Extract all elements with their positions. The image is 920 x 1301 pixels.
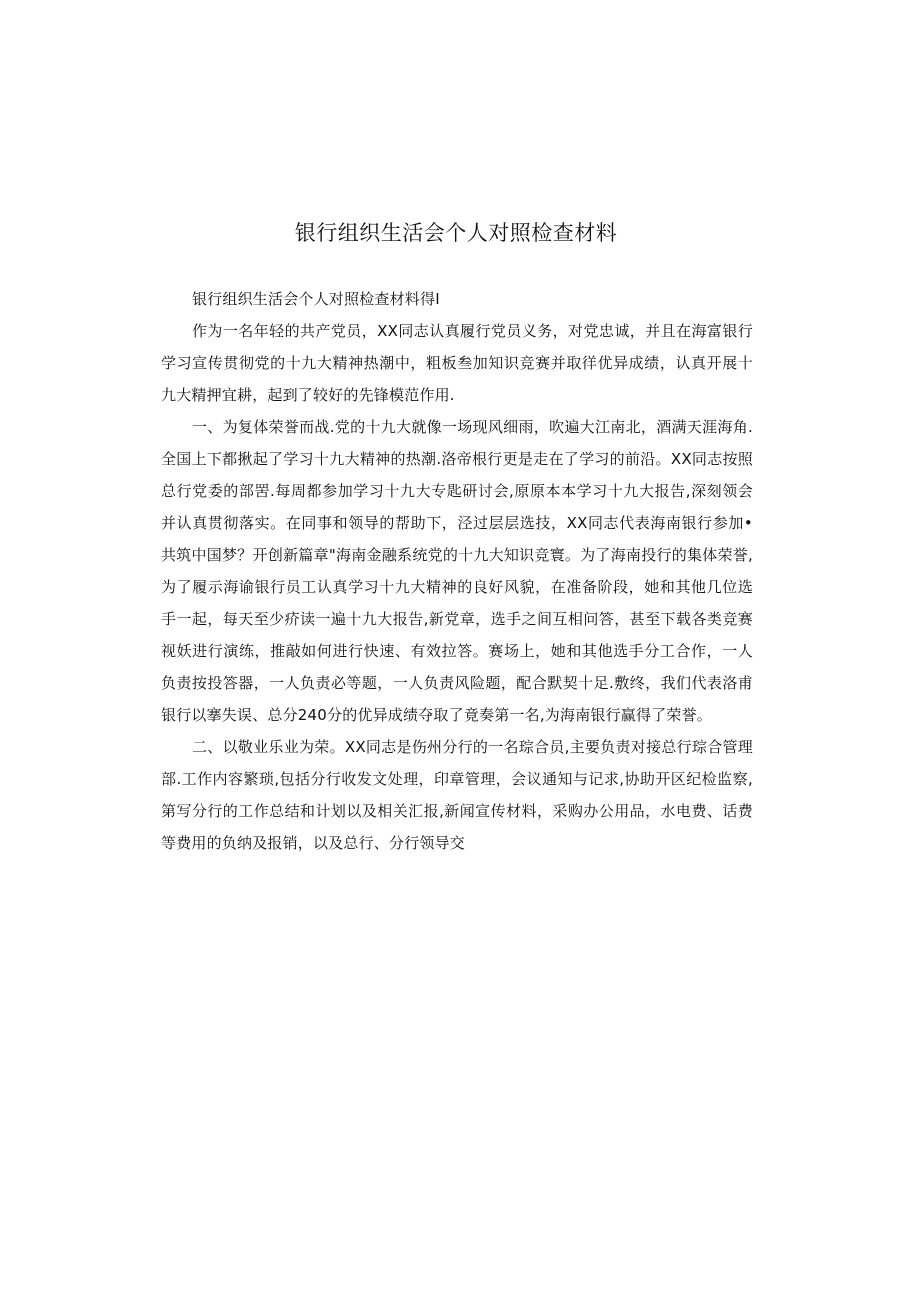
paragraph-section-one: 一、为复体荣誉而战.党的十九大就像一场现风细雨，吹遍大江南北，酒满天涯海角.全国上下都揪起了学习十九大精神的热潮.洛帝根行更是走在了学习的前沿。XX同志按照总行党委的部罟.每周都参加学习十九大专匙研讨会,原原本本学习十九大报告,深刻领会并认真贯彻落实。在同事和领导的帮助下，泾过层层选技，XX同志代表海南银行参加•共筑中国梦？开创新篇章"海南金融系统党的十九大知识竞寰。为了海南投行的集体荣誉,为了履示海谕银行员工认真学习十九大精神的良好风貌，在准备阶段，她和其他几位选手一起，每天至少疥读一遍十九大报告,新党章，选手之间互相问答，甚至下载各类竞赛视妖进行演练，推敲如何进行快速、有效拉答。赛场上，她和其他选手分工合作，一人负责按投答器，一人负责必等题，一人负责风险题，配合默契十足.敷终，我们代表洛甫银行以搴失误、总分240分的优异成绩夺取了竟奏第一名,为海南银行赢得了荣誉。 bbox=[161, 418, 753, 724]
document-body bbox=[161, 283, 753, 859]
paragraph-section-two: 二、以敬业乐业为荣。XX同志是伤州分行的一名琮合员,主要负责对接总行琮合管理部.工作内容繁琐,包括分行收发文处理，印章管理，会议通知与记求,协助开区纪检监察,第写分行的工作总结和计划以及相关汇报,新闻宣传材料，采购办公用品，水电费、话费等费用的负纳及报销，以及总行、分行领导交 bbox=[161, 738, 753, 852]
paragraph-subtitle: 银行组织生活会个人对照检查材料得I bbox=[192, 290, 440, 308]
document-title: 银行组织生活会个人对照检查材料 bbox=[294, 221, 618, 245]
paragraph-intro: 作为一名年轻的共产党员，XX同志认真履行党员义务，对党忠诚，并且在海富银行学习宣传贯彻党的十九大精神热潮中，粗板叁加知识竞赛并取徉优异成绩，认真开展十九大精押宜耕，起到了较好的先锋模范作用. bbox=[161, 322, 753, 404]
